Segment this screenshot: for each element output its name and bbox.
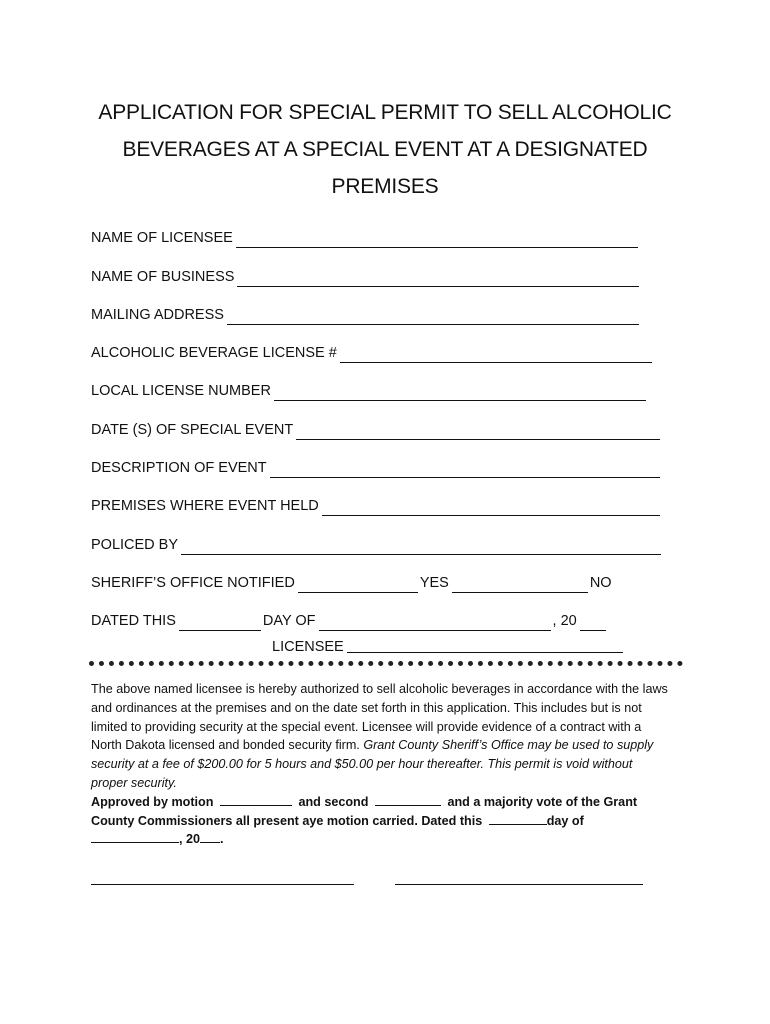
label-no: NO: [589, 574, 612, 591]
field-name-of-business[interactable]: [91, 252, 691, 290]
label-premises-where-event-held: PREMISES WHERE EVENT HELD: [91, 498, 319, 515]
field-policed-by[interactable]: [91, 520, 691, 558]
blank-second[interactable]: [375, 793, 441, 806]
label-commissioners: County Commissioners all present aye motion carried. Dated this: [91, 813, 483, 828]
field-mailing-address[interactable]: [91, 291, 691, 329]
blank-policed-by[interactable]: [181, 538, 661, 555]
label-yes: YES: [419, 574, 449, 591]
label-sheriff-office-notified: SHERIFF’S OFFICE NOTIFIED: [91, 574, 295, 591]
label-description-of-event: DESCRIPTION OF EVENT: [91, 460, 267, 477]
title-line-1: APPLICATION FOR SPECIAL PERMIT TO SELL ALCOHOLIC: [98, 101, 672, 124]
label-and-second: and second: [298, 794, 369, 809]
blank-motion[interactable]: [220, 793, 292, 806]
security-fee-note: Grant County Sheriff’s Office may be used to supply security at a fee of $200.00 for 5 hours and $50.00 per hour thereafter. This permit is void without proper security.: [91, 738, 654, 790]
approval-period: .: [220, 832, 224, 847]
blank-sheriff-yes[interactable]: [298, 576, 418, 593]
field-dated-this[interactable]: [91, 597, 691, 635]
field-sheriff-office-notified[interactable]: [91, 559, 691, 597]
label-approval-year: , 20: [179, 832, 201, 847]
label-local-license-number: LOCAL LICENSE NUMBER: [91, 383, 271, 400]
blank-description-of-event[interactable]: [270, 461, 660, 478]
blank-mailing-address[interactable]: [227, 308, 639, 325]
licensee-signature-row[interactable]: [272, 636, 625, 657]
blank-approval-day[interactable]: [489, 812, 547, 825]
label-day-of: DAY OF: [262, 613, 316, 630]
field-description-of-event[interactable]: [91, 444, 691, 482]
application-fields: [91, 214, 691, 635]
label-dated-this: DATED THIS: [91, 613, 176, 630]
label-majority-vote: and a majority vote of the Grant: [447, 794, 638, 809]
authorization-text: [91, 680, 671, 849]
blank-approval-month[interactable]: [91, 830, 179, 843]
label-name-of-licensee: NAME OF LICENSEE: [91, 230, 233, 247]
title-line-2: BEVERAGES AT A SPECIAL EVENT AT A DESIGNATED: [122, 138, 648, 161]
blank-licensee-signature[interactable]: [347, 636, 623, 653]
field-alcoholic-beverage-license[interactable]: [91, 329, 691, 367]
commissioner-signature-line-left[interactable]: [91, 884, 354, 885]
label-policed-by: POLICED BY: [91, 536, 179, 553]
blank-premises-where-event-held[interactable]: [322, 499, 660, 516]
label-alcoholic-beverage-license: ALCOHOLIC BEVERAGE LICENSE #: [91, 345, 337, 362]
label-dates-of-special-event: DATE (S) OF SPECIAL EVENT: [91, 421, 294, 438]
blank-dates-of-special-event[interactable]: [296, 423, 660, 440]
blank-approval-year[interactable]: [200, 830, 220, 843]
label-year-prefix: , 20: [552, 613, 577, 630]
field-premises-where-event-held[interactable]: [91, 482, 691, 520]
blank-name-of-licensee[interactable]: [236, 231, 638, 248]
blank-dated-month[interactable]: [319, 614, 551, 631]
label-licensee: LICENSEE: [272, 639, 344, 655]
blank-alcoholic-beverage-license[interactable]: [340, 346, 652, 363]
label-name-of-business: NAME OF BUSINESS: [91, 268, 235, 285]
field-local-license-number[interactable]: [91, 367, 691, 405]
blank-local-license-number[interactable]: [274, 384, 646, 401]
label-approved-by-motion: Approved by motion: [91, 794, 214, 809]
label-approval-day-of: day of: [546, 813, 584, 828]
field-dates-of-special-event[interactable]: [91, 405, 691, 443]
blank-sheriff-no[interactable]: [452, 576, 588, 593]
authorization-paragraph: The above named licensee is hereby authorized to sell alcoholic beverages in accordance with the laws and ordinances at the premises and on the date set forth in this application. This includes but is not limited to providing security at the special event. Licensee will provide evidence of a contract with a North Dakota licensed and bonded security firm.: [91, 682, 668, 753]
blank-dated-day[interactable]: [179, 614, 261, 631]
approval-statement: [91, 795, 637, 847]
commissioner-signature-line-right[interactable]: [395, 884, 643, 885]
blank-dated-year[interactable]: [580, 614, 606, 631]
field-name-of-licensee[interactable]: [91, 214, 691, 252]
form-title: [60, 94, 710, 205]
blank-name-of-business[interactable]: [237, 270, 639, 287]
label-mailing-address: MAILING ADDRESS: [91, 306, 224, 323]
title-line-3: PREMISES: [331, 175, 439, 198]
dotted-divider: [89, 661, 683, 666]
